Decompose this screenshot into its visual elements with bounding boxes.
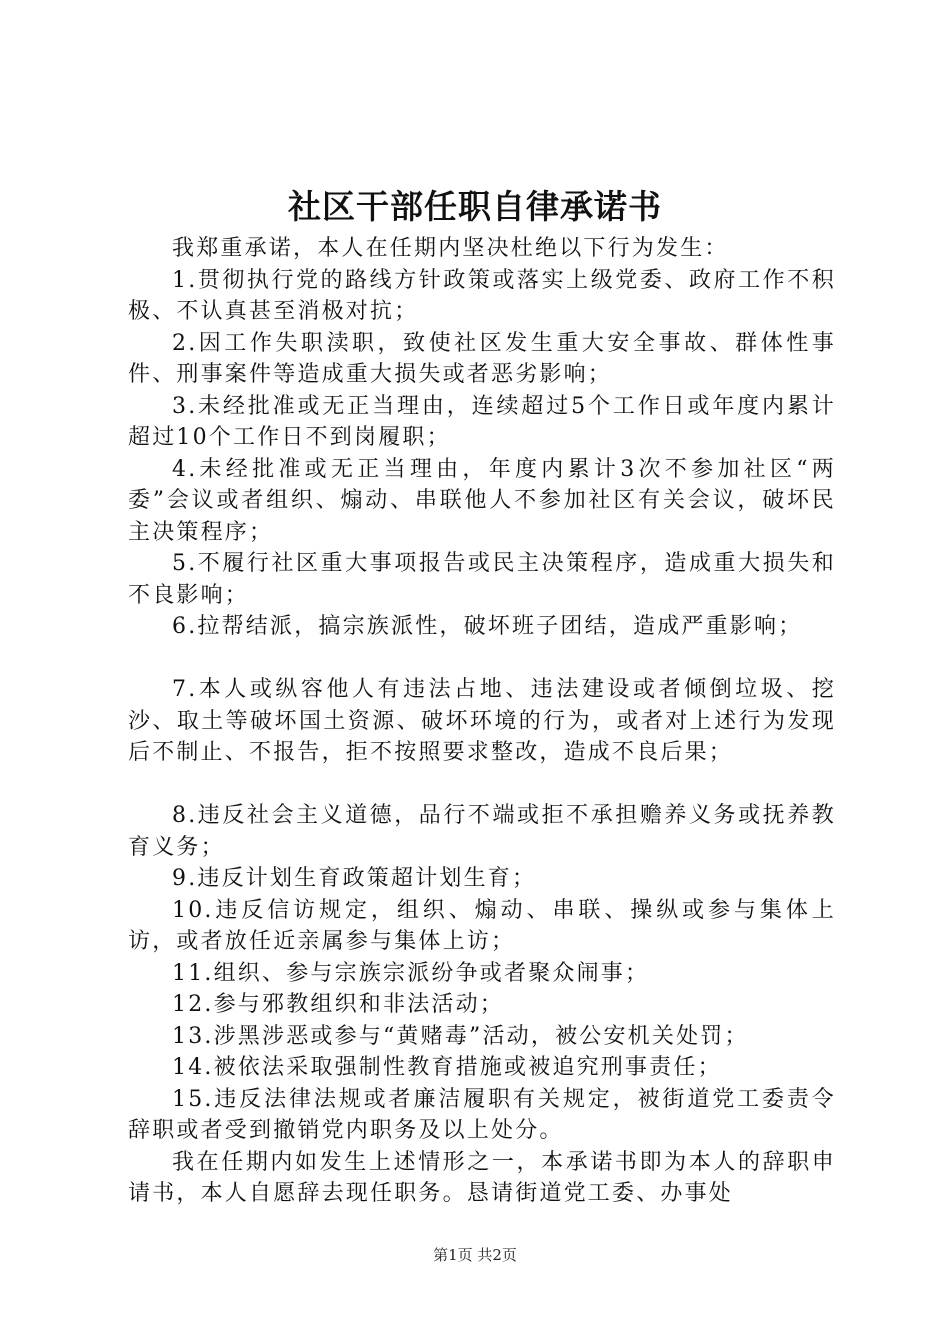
closing-paragraph: 我在任期内如发生上述情形之一，本承诺书即为本人的辞职申请书，本人自愿辞去现任职务。恳请街道党工委、办事处 (128, 1149, 836, 1206)
clause-3: 3.未经批准或无正当理由，连续超过5个工作日或年度内累计超过10个工作日不到岗履职； (128, 393, 836, 450)
clause-6: 6.拉帮结派，搞宗族派性，破坏班子团结，造成严重影响； (172, 614, 803, 639)
clause-8: 8.违反社会主义道德，品行不端或拒不承担赡养义务或抚养教育义务； (128, 803, 836, 860)
clause-4: 4.未经批准或无正当理由，年度内累计3次不参加社区“两委”会议或者组织、煽动、串联他人不参加社区有关会议，破坏民主决策程序； (128, 456, 836, 545)
clause-15: 15.违反法律法规或者廉洁履职有关规定，被街道党工委责令辞职或者受到撤销党内职务及以上处分。 (128, 1086, 836, 1143)
clause-13: 13.涉黑涉恶或参与“黄赌毒”活动，被公安机关处罚； (172, 1023, 749, 1049)
clause-7: 7.本人或纵容他人有违法占地、违法建设或者倾倒垃圾、挖沙、取土等破坏国土资源、破坏环境的行为，或者对上述行为发现后不制止、不报告，拒不按照要求整改，造成不良后果； (128, 677, 836, 765)
clause-9: 9.违反计划生育政策超计划生育； (172, 866, 537, 891)
clause-14: 14.被依法采取强制性教育措施或被追究刑事责任； (172, 1055, 722, 1080)
page-number: 第1页 共2页 (433, 1246, 517, 1264)
page-title: 社区干部任职自律承诺书 (288, 187, 662, 226)
clause-5: 5.不履行社区重大事项报告或民主决策程序，造成重大损失和不良影响； (128, 551, 836, 608)
clause-10: 10.违反信访规定，组织、煽动、串联、操纵或参与集体上访，或者放任近亲属参与集体上访； (128, 897, 836, 954)
clause-11: 11.组织、参与宗族宗派纷争或者聚众闹事； (172, 960, 650, 986)
clause-1: 1.贯彻执行党的路线方针政策或落实上级党委、政府工作不积极、不认真甚至消极对抗； (128, 267, 836, 324)
intro-paragraph: 我郑重承诺，本人在任期内坚决杜绝以下行为发生： (172, 236, 729, 261)
clause-12: 12.参与邪教组织和非法活动； (172, 992, 504, 1017)
document-body (128, 233, 836, 1210)
clause-2: 2.因工作失职渎职，致使社区发生重大安全事故、群体性事件、刑事案件等造成重大损失或者恶劣影响； (128, 330, 836, 387)
